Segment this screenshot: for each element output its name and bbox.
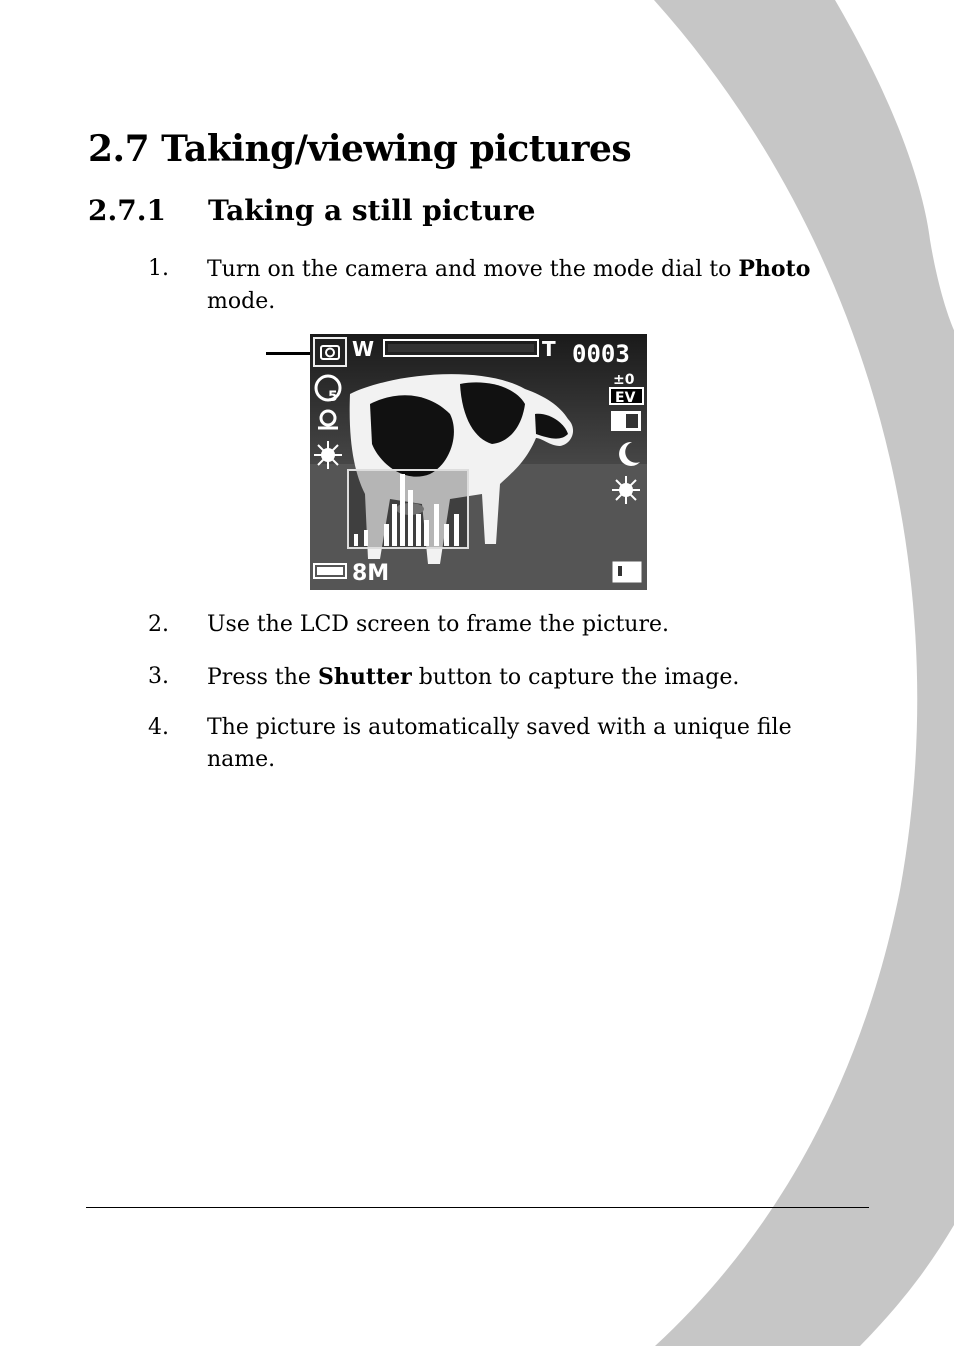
step-text: The picture is automatically saved with a unique file name. <box>207 715 792 772</box>
step-number: 2. <box>148 612 169 637</box>
zoom-wide-label: W <box>352 337 375 361</box>
step-text: Turn on the camera and move the mode dial to Photo mode. <box>207 256 811 314</box>
step-number: 3. <box>148 664 169 689</box>
step-item <box>148 609 828 641</box>
step-text: Press the Shutter button to capture the image. <box>207 664 740 690</box>
shutter-button-label: Shutter <box>317 664 412 690</box>
footer-rule <box>86 1207 869 1208</box>
step-item <box>148 661 828 694</box>
memory-card-icon <box>613 562 641 582</box>
callout-pointer <box>266 352 312 355</box>
camera-mode-icon <box>314 338 346 366</box>
resolution-label: 8M <box>352 561 390 586</box>
contrast-icon <box>612 412 640 430</box>
subsection-heading <box>88 194 535 227</box>
histogram <box>348 470 468 548</box>
step-item <box>148 253 828 318</box>
step-number: 1. <box>148 256 169 281</box>
shot-count: 0003 <box>572 340 630 368</box>
svg-text:5: 5 <box>328 389 338 405</box>
step-text: Use the LCD screen to frame the picture. <box>207 612 669 637</box>
step-number: 4. <box>148 715 169 740</box>
white-balance-icon <box>314 441 342 469</box>
lcd-screen-image <box>310 334 647 590</box>
ev-label: EV <box>615 390 636 406</box>
section-heading: 2.7 Taking/viewing pictures <box>88 128 632 170</box>
zoom-tele-label: T <box>542 337 556 361</box>
photo-mode-label: Photo <box>738 256 811 282</box>
subsection-number: 2.7.1 <box>88 194 166 227</box>
ev-value: ±0 <box>613 372 635 388</box>
sunny-icon <box>612 476 640 504</box>
step-item <box>148 712 828 776</box>
subsection-title: Taking a still picture <box>208 194 536 227</box>
